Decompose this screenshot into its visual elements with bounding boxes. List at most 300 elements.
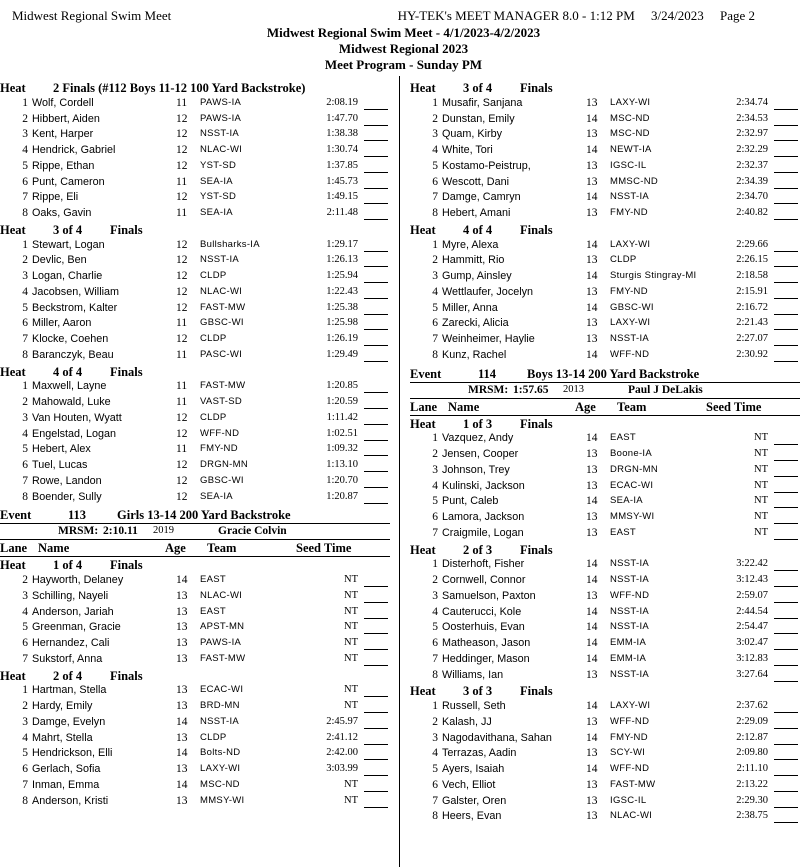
heat-header — [410, 683, 800, 699]
team-code: NSST-IA — [610, 558, 650, 570]
heat-round: Finals — [520, 684, 553, 699]
lane-number: 7 — [22, 333, 28, 345]
swimmer-name: Samuelson, Paxton — [442, 589, 536, 602]
seed-time: NT — [344, 605, 358, 617]
swimmer-age: 14 — [176, 747, 188, 760]
seed-time: 2:34.70 — [736, 191, 768, 203]
team-code: CLDP — [200, 270, 227, 281]
result-blank-line — [364, 700, 388, 713]
lane-number: 6 — [432, 317, 438, 330]
team-code: NSST-IA — [610, 621, 650, 633]
lane-number: 3 — [432, 731, 438, 744]
team-code: PAWS-IA — [200, 96, 242, 108]
swimmer-age: 14 — [176, 778, 188, 791]
seed-time: 2:38.75 — [736, 810, 768, 822]
heat-header — [0, 80, 390, 96]
swimmer-name: Williams, Ian — [442, 668, 504, 681]
swimmer-age: 11 — [176, 175, 188, 188]
lane-number: 1 — [432, 700, 438, 712]
result-blank-line — [364, 590, 388, 603]
team-code: SEA-IA — [610, 495, 643, 507]
team-code: FAST-MW — [200, 380, 246, 392]
lane-number: 4 — [432, 747, 438, 760]
swimmer-age: 12 — [176, 474, 188, 487]
swimmer-name: Kulinski, Jackson — [442, 479, 525, 492]
entry-row — [410, 668, 800, 684]
team-code: LAXY-WI — [610, 96, 651, 108]
result-blank-line — [364, 412, 388, 425]
team-code: WFF-ND — [610, 763, 650, 774]
entry-row — [410, 762, 800, 778]
team-code: MSC-ND — [610, 128, 650, 140]
heat-label: Heat — [410, 222, 436, 237]
result-blank-line — [774, 349, 798, 362]
result-blank-line — [774, 495, 798, 508]
col-lane: Lane — [0, 541, 28, 556]
swimmer-name: Lamora, Jackson — [442, 511, 525, 523]
heat-round: Finals — [520, 81, 553, 95]
lane-number: 2 — [432, 254, 438, 267]
meet-record-line — [0, 523, 390, 539]
seed-time: 1:45.73 — [326, 175, 358, 187]
team-code: CLDP — [200, 333, 227, 344]
lane-number: 5 — [22, 159, 28, 172]
swimmer-name: Nagodavithana, Sahan — [442, 731, 552, 744]
swimmer-name: Jensen, Cooper — [442, 448, 519, 460]
swimmer-name: Boender, Sully — [32, 490, 102, 503]
event-header — [0, 505, 390, 523]
swimmer-name: Greenman, Gracie — [32, 621, 121, 634]
result-blank-line — [774, 810, 798, 823]
team-code: NEWT-IA — [610, 144, 652, 155]
entry-row — [0, 442, 390, 458]
team-code: PAWS-IA — [200, 637, 242, 648]
entry-row — [410, 620, 800, 636]
result-blank-line — [774, 286, 798, 299]
event-title: Girls 13-14 200 Yard Backstroke — [117, 508, 291, 523]
swimmer-age: 14 — [586, 270, 598, 282]
entry-row — [0, 285, 390, 301]
swimmer-name: Beckstrom, Kalter — [32, 301, 118, 314]
event-header — [410, 364, 800, 382]
entry-row — [0, 253, 390, 269]
result-blank-line — [364, 443, 388, 456]
lane-number: 5 — [22, 621, 28, 634]
swimmer-age: 13 — [586, 668, 598, 681]
swimmer-age: 14 — [586, 700, 598, 712]
column-header-row — [410, 398, 800, 416]
swimmer-age: 12 — [176, 333, 188, 345]
lane-number: 2 — [22, 396, 28, 408]
swimmer-name: Engelstad, Logan — [32, 427, 117, 440]
lane-number: 2 — [22, 112, 28, 125]
swimmer-name: Weinheimer, Haylie — [442, 333, 535, 345]
entry-row — [0, 605, 390, 621]
team-code: SEA-IA — [200, 490, 233, 502]
seed-time: NT — [754, 432, 768, 444]
entry-row — [410, 463, 800, 479]
lane-number: 8 — [22, 348, 28, 361]
lane-number: 2 — [22, 574, 28, 586]
result-blank-line — [774, 176, 798, 189]
team-code: CLDP — [610, 254, 637, 266]
heat-number: 3 of 4 — [463, 81, 493, 95]
result-blank-line — [774, 448, 798, 461]
entry-row — [410, 557, 800, 573]
team-code: NSST-IA — [610, 668, 650, 680]
entry-row — [410, 636, 800, 652]
swimmer-age: 12 — [176, 285, 188, 298]
swimmer-name: Vech, Elliot — [442, 778, 496, 791]
session-title: Meet Program - Sunday PM — [324, 57, 483, 72]
team-code: NLAC-WI — [610, 810, 653, 822]
swimmer-age: 13 — [586, 589, 598, 602]
swimmer-name: Hardy, Emily — [32, 700, 93, 712]
swimmer-name: Terrazas, Aadin — [442, 747, 517, 760]
result-blank-line — [774, 270, 798, 283]
heat-number: 2 of 4 — [53, 668, 83, 683]
lane-number: 8 — [432, 348, 438, 361]
result-blank-line — [364, 459, 388, 472]
team-code: NSST-IA — [610, 605, 650, 617]
seed-time: NT — [344, 652, 358, 664]
heat-number: 4 of 4 — [463, 222, 493, 237]
entry-row — [0, 238, 390, 254]
team-code: LAXY-WI — [610, 700, 651, 711]
seed-time: 2:09.80 — [736, 747, 768, 759]
team-code: GBSC-WI — [200, 317, 244, 329]
lane-number: 3 — [22, 715, 28, 728]
swimmer-name: Damge, Evelyn — [32, 715, 106, 728]
swimmer-name: Hebert, Amani — [442, 207, 511, 219]
lane-number: 4 — [432, 144, 438, 156]
heat-label: Heat — [410, 416, 436, 431]
entry-row — [0, 778, 390, 794]
swimmer-name: Gerlach, Sofia — [32, 763, 101, 775]
seed-time: 3:12.43 — [736, 574, 768, 585]
swimmer-name: Wescott, Dani — [442, 175, 510, 188]
swimmer-age: 13 — [586, 810, 598, 823]
lane-number: 5 — [432, 159, 438, 172]
lane-number: 6 — [22, 175, 28, 188]
swimmer-name: Mahowald, Luke — [32, 396, 111, 408]
lane-number: 7 — [432, 652, 438, 665]
swimmer-name: Miller, Aaron — [32, 317, 92, 330]
result-blank-line — [364, 574, 388, 587]
swimmer-name: Kunz, Rachel — [442, 348, 507, 361]
seed-time: 2:13.22 — [736, 778, 768, 790]
swimmer-age: 14 — [586, 763, 598, 775]
team-code: IGSC-IL — [610, 794, 647, 806]
swimmer-age: 12 — [176, 191, 188, 204]
result-blank-line — [364, 349, 388, 362]
swimmer-age: 13 — [586, 715, 598, 728]
swimmer-age: 13 — [176, 605, 188, 618]
result-blank-line — [774, 747, 798, 760]
lane-number: 6 — [432, 175, 438, 188]
heat-round: Finals — [520, 416, 553, 431]
lane-number: 6 — [22, 637, 28, 649]
result-blank-line — [364, 317, 388, 330]
seed-time: NT — [344, 637, 358, 648]
seed-time: 2:08.19 — [326, 96, 358, 108]
entry-row — [410, 652, 800, 668]
meet-name: Midwest Regional Swim Meet — [12, 8, 172, 23]
lane-number: 3 — [432, 128, 438, 141]
swimmer-name: Cauterucci, Kole — [442, 605, 522, 618]
swimmer-name: Oosterhuis, Evan — [442, 621, 525, 634]
swimmer-name: Punt, Caleb — [442, 495, 499, 508]
swimmer-age: 13 — [586, 285, 598, 298]
lane-number: 6 — [432, 778, 438, 791]
seed-time: 1:38.38 — [326, 128, 358, 140]
swimmer-age: 13 — [586, 794, 598, 807]
entry-row — [410, 96, 800, 112]
team-code: YST-SD — [200, 159, 237, 171]
seed-time: 1:29.17 — [326, 238, 358, 250]
heat-label: Heat — [410, 542, 436, 557]
swimmer-name: Zarecki, Alicia — [442, 317, 509, 330]
swimmer-age: 13 — [176, 589, 188, 602]
result-blank-line — [774, 317, 798, 330]
entry-row — [0, 746, 390, 762]
swimmer-name: Anderson, Kristi — [32, 794, 109, 807]
seed-time: NT — [344, 700, 358, 711]
lane-number: 7 — [432, 794, 438, 807]
result-blank-line — [774, 511, 798, 524]
right-column — [410, 80, 800, 825]
swimmer-name: Wolf, Cordell — [32, 96, 94, 109]
swimmer-name: Logan, Charlie — [32, 270, 103, 282]
team-code: GBSC-WI — [610, 301, 654, 313]
lane-number: 4 — [22, 285, 28, 298]
meet-title-line: Midwest Regional Swim Meet - 4/1/2023-4/2/2023 — [266, 25, 541, 40]
lane-number: 6 — [432, 637, 438, 649]
entry-row — [0, 332, 390, 348]
lane-number: 1 — [22, 96, 28, 109]
result-blank-line — [774, 637, 798, 650]
team-code: Boone-IA — [610, 448, 653, 459]
seed-time: 1:26.19 — [326, 333, 358, 344]
lane-number: 2 — [22, 254, 28, 267]
seed-time: 2:27.07 — [736, 333, 768, 344]
seed-time: 2:32.29 — [736, 144, 768, 155]
seed-time: 1:20.59 — [326, 396, 358, 407]
team-code: CLDP — [200, 731, 227, 743]
result-blank-line — [774, 621, 798, 634]
result-blank-line — [774, 558, 798, 571]
seed-time: NT — [344, 684, 358, 696]
swimmer-name: Hernandez, Cali — [32, 637, 110, 649]
swimmer-age: 14 — [586, 191, 598, 204]
entry-row — [0, 652, 390, 668]
seed-time: 1:13.10 — [326, 459, 358, 470]
team-code: NSST-IA — [610, 333, 650, 344]
seed-time: 2:29.30 — [736, 794, 768, 806]
heat-round: Finals — [520, 222, 553, 237]
swimmer-age: 12 — [176, 128, 188, 141]
seed-time: 2:34.39 — [736, 175, 768, 187]
seed-time: 1:47.70 — [326, 112, 358, 124]
team-code: FMY-ND — [200, 443, 238, 455]
lane-number: 7 — [22, 474, 28, 487]
lane-number: 6 — [22, 317, 28, 330]
team-code: Bullsharks-IA — [200, 238, 260, 250]
seed-time: 2:11.48 — [326, 207, 358, 218]
seed-time: 3:03.99 — [326, 763, 358, 774]
swimmer-name: Hendrick, Gabriel — [32, 144, 116, 156]
swimmer-age: 11 — [176, 317, 188, 330]
lane-number: 1 — [432, 432, 438, 445]
swimmer-name: Tuel, Lucas — [32, 459, 88, 471]
heat-header — [410, 222, 800, 238]
lane-number: 2 — [432, 715, 438, 728]
result-blank-line — [364, 333, 388, 346]
entry-row — [410, 206, 800, 222]
result-blank-line — [774, 302, 798, 315]
seed-time: 1:25.94 — [326, 270, 358, 281]
seed-time: 2:34.53 — [736, 112, 768, 124]
event-number: 114 — [478, 366, 497, 381]
team-code: Sturgis Stingray-MI — [610, 270, 697, 281]
swimmer-age: 13 — [586, 448, 598, 460]
seed-time: 2:12.87 — [736, 731, 768, 743]
result-blank-line — [364, 160, 388, 173]
result-blank-line — [364, 191, 388, 204]
swimmer-age: 11 — [176, 380, 188, 393]
entry-row — [410, 238, 800, 254]
entry-row — [410, 794, 800, 810]
seed-time: 2:41.12 — [326, 731, 358, 743]
col-age: Age — [165, 541, 186, 556]
lane-number: 5 — [432, 763, 438, 775]
lane-number: 3 — [432, 589, 438, 602]
team-code: MSC-ND — [200, 778, 240, 790]
swimmer-age: 14 — [586, 238, 598, 251]
result-blank-line — [774, 527, 798, 540]
swimmer-age: 12 — [176, 270, 188, 282]
swimmer-name: Dunstan, Emily — [442, 112, 515, 125]
result-blank-line — [774, 464, 798, 477]
swimmer-age: 13 — [586, 254, 598, 267]
swimmer-name: Hammitt, Rio — [442, 254, 505, 267]
seed-time: 3:12.83 — [736, 652, 768, 664]
swimmer-name: Anderson, Jariah — [32, 605, 114, 618]
swimmer-age: 12 — [176, 112, 188, 125]
result-blank-line — [364, 396, 388, 409]
swimmer-name: Barancz​yk, Beau — [32, 348, 114, 361]
lane-number: 5 — [432, 301, 438, 314]
result-blank-line — [774, 432, 798, 445]
result-blank-line — [364, 763, 388, 776]
heat-number: 3 of 3 — [463, 684, 493, 699]
swimmer-name: Stewart, Logan — [32, 238, 105, 251]
seed-time: 2:16.72 — [736, 301, 768, 313]
team-code: PASC-WI — [200, 348, 243, 360]
entry-row — [410, 431, 800, 447]
swimmer-name: Rippe, Ethan — [32, 159, 95, 172]
entry-row — [0, 316, 390, 332]
lane-number: 5 — [22, 443, 28, 456]
team-code: WFF-ND — [610, 589, 650, 601]
team-code: NSST-IA — [200, 254, 240, 266]
seed-time: 2:54.47 — [736, 621, 768, 633]
team-code: EMM-IA — [610, 652, 647, 664]
seed-time: NT — [754, 526, 768, 538]
swimmer-name: Damge, Camryn — [442, 191, 521, 204]
seed-time: 2:18.58 — [736, 270, 768, 281]
seed-time: 1:26.13 — [326, 254, 358, 266]
entry-row — [0, 683, 390, 699]
meet-subtitle-line: Midwest Regional 2023 — [338, 41, 469, 56]
lane-number: 8 — [22, 207, 28, 219]
seed-time: 1:30.74 — [326, 144, 358, 155]
swimmer-age: 13 — [586, 778, 598, 791]
seed-time: NT — [344, 621, 358, 633]
lane-number: 8 — [22, 794, 28, 807]
lane-number: 3 — [432, 270, 438, 282]
team-code: NSST-IA — [610, 574, 650, 585]
swimmer-name: Inman, Emma — [32, 778, 100, 791]
swimmer-name: Vazquez, Andy — [442, 432, 514, 445]
swimmer-name: Gump, Ainsley — [442, 270, 512, 282]
entry-row — [0, 589, 390, 605]
heat-round: Finals — [110, 222, 143, 237]
seed-time: 2:42.00 — [326, 747, 358, 759]
seed-time: 2:32.37 — [736, 159, 768, 171]
team-code: ECAC-WI — [610, 479, 654, 491]
seed-time: 2:59.07 — [736, 589, 768, 601]
heat-header — [410, 80, 800, 96]
entry-row — [410, 175, 800, 191]
lane-number: 7 — [22, 191, 28, 204]
swimmer-age: 13 — [176, 621, 188, 634]
result-blank-line — [364, 621, 388, 634]
col-name: Name — [448, 399, 480, 414]
seed-time: NT — [754, 479, 768, 491]
swimmer-name: Heddinger, Mason — [442, 652, 530, 665]
record-time: 2:10.11 — [103, 525, 138, 538]
entry-row — [0, 112, 390, 128]
lane-number: 4 — [432, 605, 438, 618]
entry-row — [410, 778, 800, 794]
entry-row — [0, 301, 390, 317]
col-seed: Seed Time — [296, 541, 352, 556]
heat-header — [410, 542, 800, 558]
swimmer-age: 13 — [586, 747, 598, 760]
team-code: SCY-WI — [610, 747, 646, 759]
swimmer-age: 13 — [176, 794, 188, 807]
entry-row — [0, 636, 390, 652]
entry-row — [410, 447, 800, 463]
lane-number: 3 — [22, 128, 28, 141]
swimmer-name: Disterhoft, Fisher — [442, 558, 525, 571]
entry-row — [0, 269, 390, 285]
lane-number: 5 — [22, 301, 28, 314]
swimmer-age: 14 — [586, 731, 598, 744]
heat-label: Heat — [0, 364, 26, 379]
team-code: WFF-ND — [610, 715, 650, 727]
result-blank-line — [774, 97, 798, 110]
team-code: NSST-IA — [200, 128, 240, 140]
swimmer-name: Hebert, Alex — [32, 443, 91, 456]
result-blank-line — [364, 747, 388, 760]
entry-row — [410, 746, 800, 762]
lane-number: 3 — [432, 463, 438, 476]
swimmer-name: Punt, Cameron — [32, 175, 105, 188]
lane-number: 3 — [22, 270, 28, 282]
entry-row — [410, 159, 800, 175]
